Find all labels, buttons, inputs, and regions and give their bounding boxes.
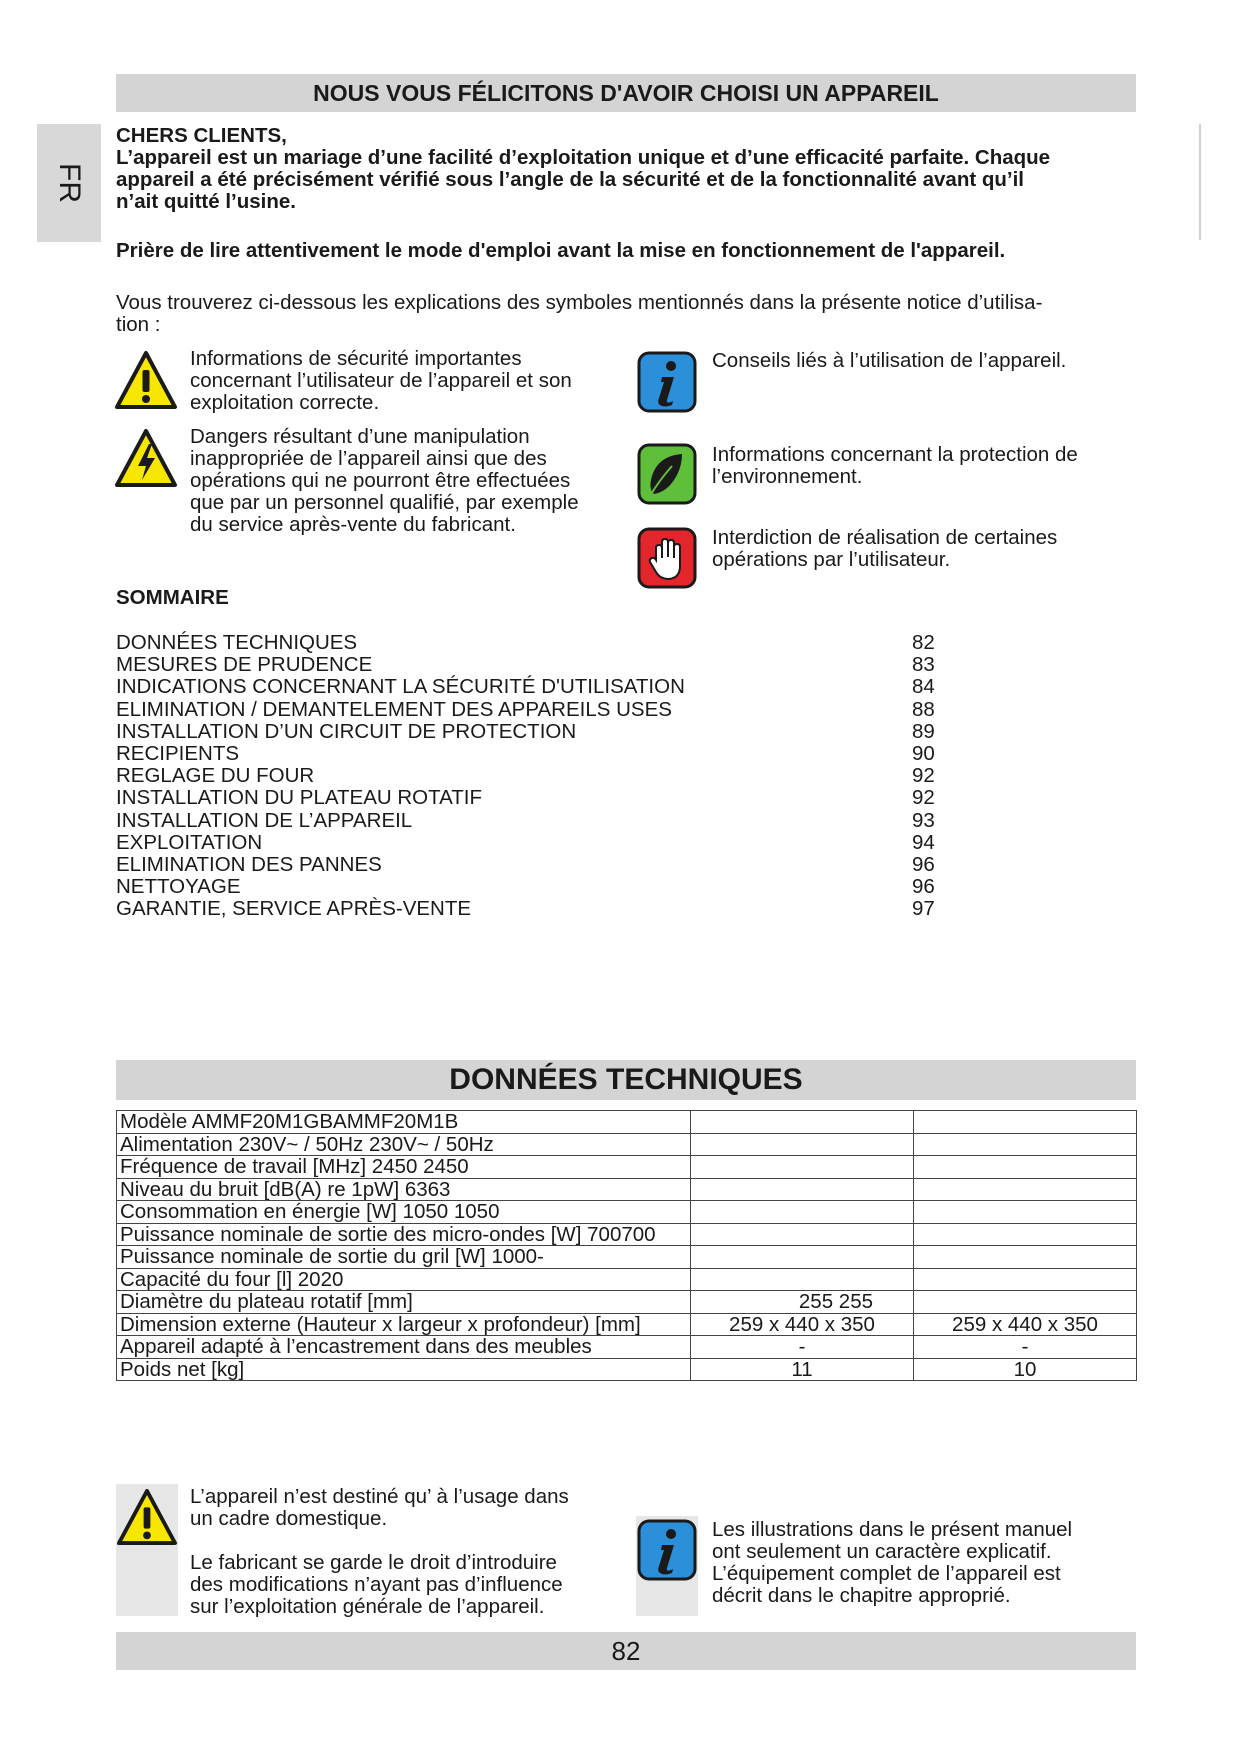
text-line: un cadre domestique. (190, 1507, 388, 1530)
spec-value-model-2 (914, 1133, 1137, 1156)
toc-item-label: INSTALLATION DE L’APPAREIL (116, 808, 413, 832)
toc-item-label: ELIMINATION / DEMANTELEMENT DES APPAREILS USES (116, 697, 672, 721)
spec-row (117, 1111, 1137, 1134)
toc-item-page: 96 (912, 852, 935, 876)
toc-item-label: INDICATIONS CONCERNANT LA SÉCURITÉ D'UTILISATION (116, 675, 685, 699)
spec-label: Puissance nominale de sortie des micro-ondes [W] 700700 (117, 1223, 691, 1246)
spec-label: Dimension externe (Hauteur x largeur x profondeur) [mm] (117, 1313, 691, 1336)
electric-hazard-icon (114, 428, 178, 488)
text-line: l’environnement. (712, 465, 863, 488)
spec-value-model-1 (691, 1201, 914, 1224)
spec-value-model-1: - (691, 1336, 914, 1359)
toc-item-page: 94 (912, 830, 935, 854)
text-line: opérations par l’utilisateur. (712, 548, 951, 571)
toc-item-page: 89 (912, 719, 935, 743)
spec-row (117, 1133, 1137, 1156)
text-line: décrit dans le chapitre approprié. (712, 1584, 1011, 1607)
spec-row (117, 1246, 1137, 1269)
text-line: exploitation correcte. (190, 391, 380, 414)
toc-item-page: 92 (912, 786, 935, 810)
spec-label: Puissance nominale de sortie du gril [W] 1000- (117, 1246, 691, 1269)
toc-item-label: REGLAGE DU FOUR (116, 764, 315, 788)
toc-item (116, 699, 946, 721)
stop-hand-icon (636, 526, 698, 590)
toc-item-page: 93 (912, 808, 935, 832)
toc-item (116, 787, 946, 809)
toc-item (116, 810, 946, 832)
text-line: Interdiction de réalisation de certaines (712, 526, 1058, 549)
intro-line: appareil a été précisément vérifié sous l’angle de la sécurité et de la fonctionnalité avant qu’il (116, 168, 1024, 191)
toc-item-label: INSTALLATION D’UN CIRCUIT DE PROTECTION (116, 719, 577, 743)
text-line: ont seulement un caractère explicatif. (712, 1540, 1052, 1563)
text-line: que par un personnel qualifié, par exemple (190, 491, 579, 514)
symbols-intro-line: tion : (116, 313, 161, 336)
page-header: NOUS VOUS FÉLICITONS D'AVOIR CHOISI UN APPAREIL (116, 74, 1136, 112)
illustrations-note (712, 1519, 1072, 1607)
toc-item (116, 854, 946, 876)
toc-item-page: 92 (912, 764, 935, 788)
symbols-intro (116, 292, 1146, 336)
spec-value-model-2 (914, 1156, 1137, 1179)
tech-section-title: DONNÉES TECHNIQUES (116, 1060, 1136, 1100)
text-line: des modifications n’ayant pas d’influence (190, 1573, 563, 1596)
text-line: Informations de sécurité importantes (190, 347, 522, 370)
spec-value-model-2: 259 x 440 x 350 (914, 1313, 1137, 1336)
spec-value-model-1: 255 255 (691, 1291, 914, 1314)
spec-value-model-1 (691, 1133, 914, 1156)
text-line: Les illustrations dans le présent manuel (712, 1518, 1073, 1541)
spec-value-model-1 (691, 1178, 914, 1201)
spec-row (117, 1291, 1137, 1314)
intro-line: n’ait quitté l’usine. (116, 190, 296, 213)
toc-item-page: 82 (912, 631, 935, 654)
toc-item (116, 721, 946, 743)
text-line: inappropriée de l’appareil ainsi que des (190, 447, 547, 470)
spec-value-model-2 (914, 1178, 1137, 1201)
toc-item (116, 898, 946, 920)
toc-item-label: NETTOYAGE (116, 875, 241, 899)
text-line: opérations qui ne pourront être effectuées (190, 469, 571, 492)
spec-value-model-2 (914, 1111, 1137, 1134)
spec-row (117, 1313, 1137, 1336)
symbols-intro-line: Vous trouverez ci-dessous les explications des symboles mentionnés dans la présente notice d’utilisa- (116, 291, 1043, 314)
spec-value-model-2 (914, 1201, 1137, 1224)
toc-list (116, 632, 946, 920)
toc-item-page: 97 (912, 897, 935, 921)
toc-item-page: 90 (912, 741, 935, 765)
leaf-icon (636, 442, 698, 506)
spec-value-model-2 (914, 1268, 1137, 1291)
spec-value-model-1 (691, 1246, 914, 1269)
spec-row (117, 1156, 1137, 1179)
tech-spec-table (116, 1110, 1137, 1381)
spec-label: Niveau du bruit [dB(A) re 1pW] 6363 (117, 1178, 691, 1201)
intro-line: L’appareil est un mariage d’une facilité d’exploitation unique et d’une efficacité parfaite. Chaque (116, 146, 1051, 169)
spec-label: Diamètre du plateau rotatif [mm] (117, 1291, 691, 1314)
usage-tips-text (712, 350, 1066, 372)
toc-title: SOMMAIRE (116, 586, 229, 609)
text-line: Informations concernant la protection de (712, 443, 1078, 466)
text-line: Dangers résultant d’une manipulation (190, 425, 530, 448)
text-line: concernant l’utilisateur de l’appareil et son (190, 369, 572, 392)
spec-value-model-2 (914, 1223, 1137, 1246)
toc-item-label: GARANTIE, SERVICE APRÈS-VENTE (116, 897, 472, 921)
toc-item-label: MESURES DE PRUDENCE (116, 653, 373, 677)
intro-greeting: CHERS CLIENTS, (116, 124, 287, 147)
toc-item (116, 765, 946, 787)
spec-row (117, 1201, 1137, 1224)
spec-value-model-2: - (914, 1336, 1137, 1359)
manufacturer-rights-note (190, 1552, 563, 1618)
toc-item-page: 84 (912, 675, 935, 699)
toc-item-page: 96 (912, 875, 935, 899)
environment-info-text (712, 444, 1078, 488)
spec-label: Alimentation 230V~ / 50Hz 230V~ / 50Hz (117, 1133, 691, 1156)
text-line: sur l’exploitation générale de l’appareil. (190, 1595, 545, 1618)
toc-item-label: DONNÉES TECHNIQUES (116, 631, 358, 654)
toc-item-label: ELIMINATION DES PANNES (116, 852, 382, 876)
spec-label: Poids net [kg] (117, 1358, 691, 1381)
toc-item-label: EXPLOITATION (116, 830, 263, 854)
prohibition-info-text (712, 527, 1057, 571)
spec-label: Capacité du four [l] 2020 (117, 1268, 691, 1291)
toc-item (116, 832, 946, 854)
spec-row (117, 1268, 1137, 1291)
toc-item-label: INSTALLATION DU PLATEAU ROTATIF (116, 786, 483, 810)
text-line: Le fabricant se garde le droit d’introduire (190, 1551, 557, 1574)
page-number: 82 (116, 1632, 1136, 1670)
spec-value-model-2 (914, 1246, 1137, 1269)
spec-row (117, 1223, 1137, 1246)
text-line: Conseils liés à l’utilisation de l’appareil. (712, 349, 1067, 372)
toc-item-page: 83 (912, 653, 935, 677)
intro-block (116, 125, 1146, 213)
spec-value-model-1 (691, 1223, 914, 1246)
spec-label: Appareil adapté à l’encastrement dans des meubles (117, 1336, 691, 1359)
text-line: L’équipement complet de l’appareil est (712, 1562, 1061, 1585)
spec-value-model-1 (691, 1156, 914, 1179)
language-label: FR (53, 163, 86, 203)
toc-item (116, 654, 946, 676)
toc-item-page: 88 (912, 697, 935, 721)
toc-item (116, 743, 946, 765)
text-line: du service après-vente du fabricant. (190, 513, 516, 536)
spec-value-model-2: 10 (914, 1358, 1137, 1381)
spec-row (117, 1336, 1137, 1359)
read-manual-notice: Prière de lire attentivement le mode d'emploi avant la mise en fonctionnement de l'appareil. (116, 239, 1006, 262)
toc-item-label: RECIPIENTS (116, 741, 240, 765)
safety-info-text (190, 348, 572, 414)
spec-value-model-1 (691, 1268, 914, 1291)
spec-value-model-1: 11 (691, 1358, 914, 1381)
spec-value-model-1: 259 x 440 x 350 (691, 1313, 914, 1336)
info-icon (636, 350, 698, 414)
spec-value-model-2 (914, 1291, 1137, 1314)
info-icon (636, 1518, 698, 1582)
margin-rule (1199, 124, 1201, 240)
spec-label: Consommation en énergie [W] 1050 1050 (117, 1201, 691, 1224)
warning-icon (114, 350, 178, 410)
toc-item (116, 676, 946, 698)
spec-row (117, 1358, 1137, 1381)
domestic-use-note (190, 1486, 569, 1530)
warning-icon (116, 1488, 178, 1546)
spec-label: Modèle AMMF20M1GBAMMF20M1B (117, 1111, 691, 1134)
spec-value-model-1 (691, 1111, 914, 1134)
spec-row (117, 1178, 1137, 1201)
text-line: L’appareil n’est destiné qu’ à l’usage dans (190, 1485, 569, 1508)
toc-item (116, 876, 946, 898)
toc-item (116, 632, 946, 654)
danger-info-text (190, 426, 579, 536)
language-tab (37, 124, 101, 242)
spec-label: Fréquence de travail [MHz] 2450 2450 (117, 1156, 691, 1179)
